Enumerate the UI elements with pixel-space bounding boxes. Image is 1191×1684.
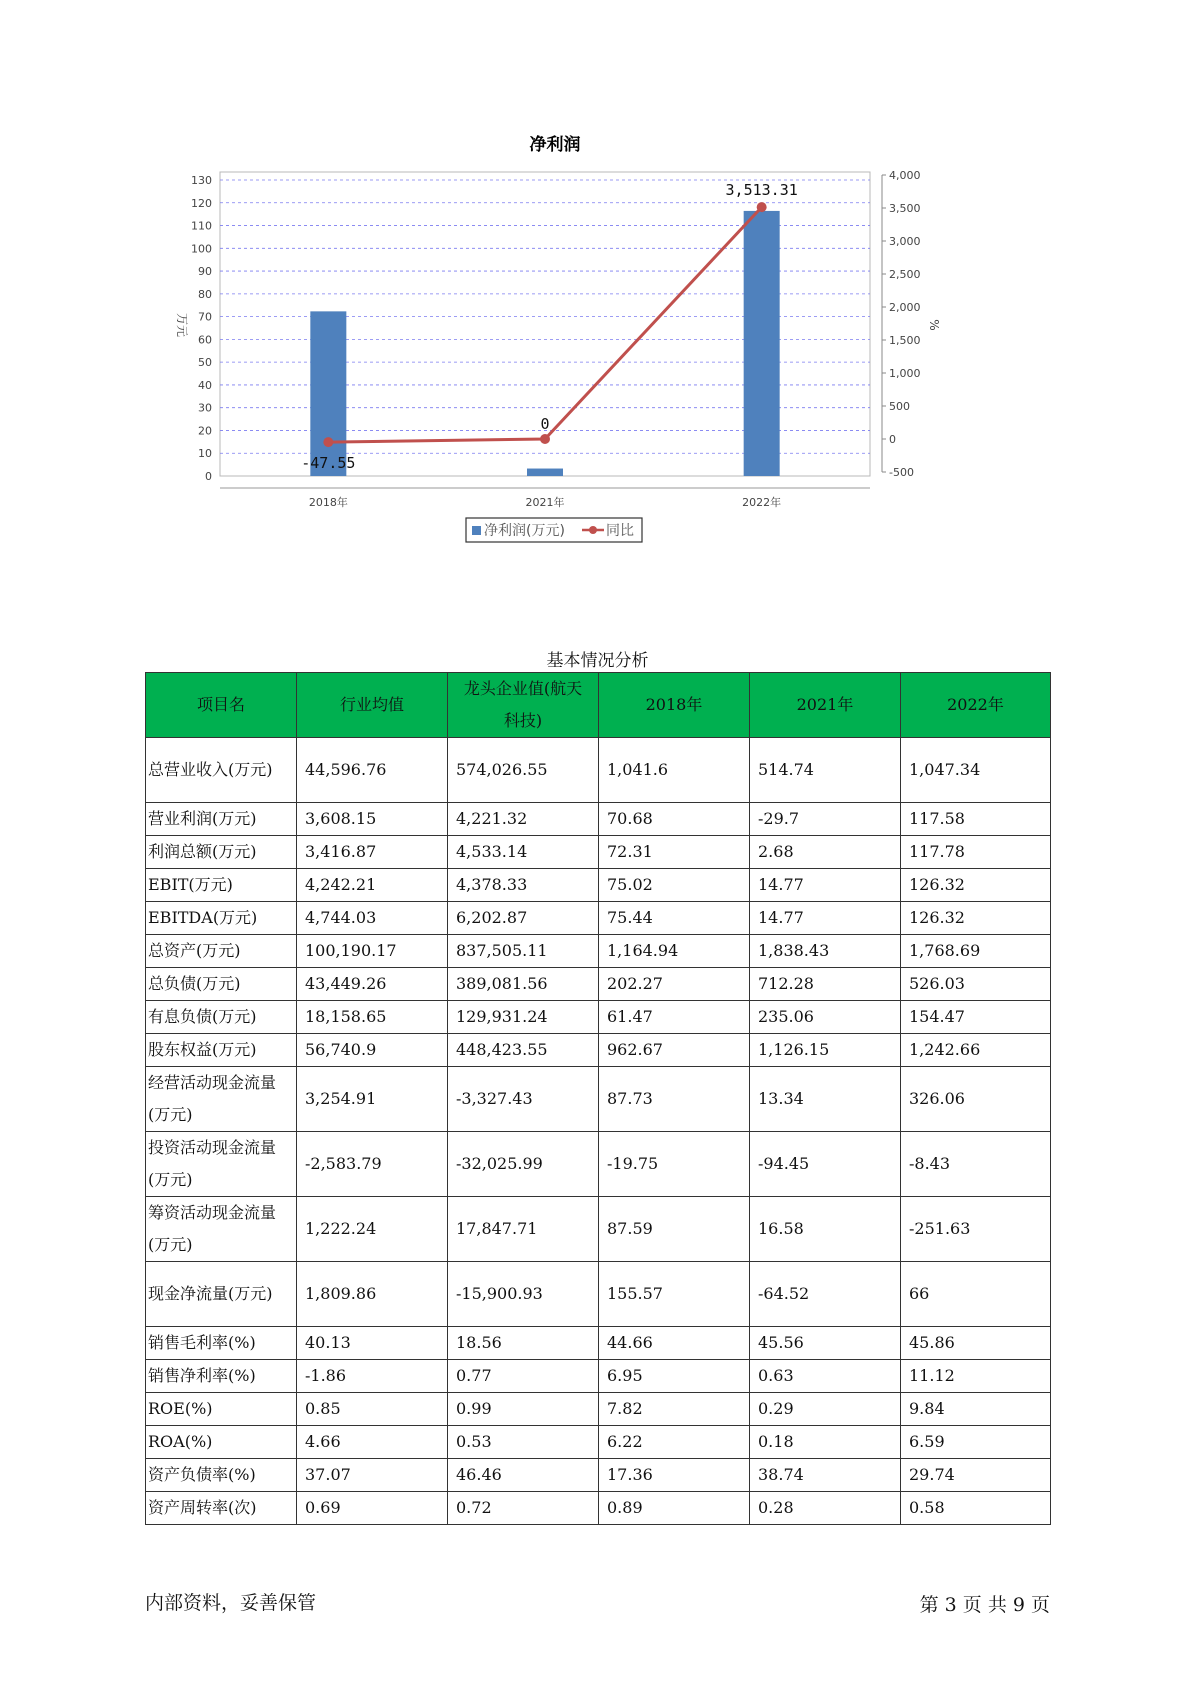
right-tick-label: 2,500 <box>889 268 921 281</box>
value-cell: 100,190.17 <box>297 935 448 968</box>
x-tick-label: 2021年 <box>525 496 565 509</box>
right-tick-label: 1,500 <box>889 334 921 347</box>
header-cell: 2018年 <box>599 673 750 738</box>
value-cell: 4,533.14 <box>448 836 599 869</box>
value-cell: 61.47 <box>599 1001 750 1034</box>
left-tick-label: 50 <box>198 356 212 370</box>
header-cell: 2021年 <box>750 673 901 738</box>
table-row <box>146 1459 1051 1492</box>
yoy-data-label: 3,513.31 <box>725 181 798 200</box>
row-label-cell: ROE(%) <box>146 1393 297 1426</box>
value-cell: 1,047.34 <box>901 738 1051 803</box>
value-cell: 0.18 <box>750 1426 901 1459</box>
value-cell: 448,423.55 <box>448 1034 599 1067</box>
value-cell: 56,740.9 <box>297 1034 448 1067</box>
chart-title: 净利润 <box>529 135 581 155</box>
value-cell: 70.68 <box>599 803 750 836</box>
left-tick-label: 100 <box>191 242 212 256</box>
value-cell: 526.03 <box>901 968 1051 1001</box>
value-cell: 43,449.26 <box>297 968 448 1001</box>
value-cell: 0.53 <box>448 1426 599 1459</box>
legend-label-bar: 净利润(万元) <box>484 523 565 539</box>
table-row <box>146 968 1051 1001</box>
value-cell: -2,583.79 <box>297 1132 448 1197</box>
row-label-cell: 现金净流量(万元) <box>146 1262 297 1327</box>
yoy-point <box>757 202 767 212</box>
row-label-cell: 销售毛利率(%) <box>146 1327 297 1360</box>
chart-canvas <box>170 135 1030 605</box>
row-label-cell: 经营活动现金流量(万元) <box>146 1067 297 1132</box>
yoy-point <box>323 437 333 447</box>
value-cell: 44.66 <box>599 1327 750 1360</box>
x-tick-label: 2018年 <box>308 496 348 509</box>
value-cell: 574,026.55 <box>448 738 599 803</box>
left-tick-label: 130 <box>191 174 212 187</box>
value-cell: 4,744.03 <box>297 902 448 935</box>
table-row <box>146 1197 1051 1262</box>
table-row <box>146 935 1051 968</box>
yoy-data-label: -47.55 <box>301 454 356 473</box>
value-cell: 1,041.6 <box>599 738 750 803</box>
value-cell: 45.86 <box>901 1327 1051 1360</box>
analysis-table <box>145 672 1051 1525</box>
right-tick-label: 4,000 <box>889 169 921 182</box>
table-row <box>146 1132 1051 1197</box>
left-axis-label: 万元 <box>175 312 189 338</box>
table-row <box>146 1034 1051 1067</box>
table-row <box>146 902 1051 935</box>
value-cell: 66 <box>901 1262 1051 1327</box>
value-cell: 40.13 <box>297 1327 448 1360</box>
right-tick-label: 0 <box>889 433 896 446</box>
value-cell: 18.56 <box>448 1327 599 1360</box>
value-cell: 75.02 <box>599 869 750 902</box>
value-cell: 37.07 <box>297 1459 448 1492</box>
value-cell: 14.77 <box>750 869 901 902</box>
value-cell: 87.59 <box>599 1197 750 1262</box>
value-cell: 11.12 <box>901 1360 1051 1393</box>
bar <box>310 311 346 476</box>
table-body <box>146 738 1051 1525</box>
value-cell: 3,608.15 <box>297 803 448 836</box>
value-cell: 87.73 <box>599 1067 750 1132</box>
value-cell: 0.29 <box>750 1393 901 1426</box>
value-cell: 46.46 <box>448 1459 599 1492</box>
right-tick-label: -500 <box>889 466 914 479</box>
left-tick-label: 40 <box>198 378 212 392</box>
value-cell: 1,242.66 <box>901 1034 1051 1067</box>
row-label-cell: 销售净利率(%) <box>146 1360 297 1393</box>
value-cell: 837,505.11 <box>448 935 599 968</box>
row-label-cell: 营业利润(万元) <box>146 803 297 836</box>
value-cell: 0.72 <box>448 1492 599 1525</box>
left-tick-label: 0 <box>205 470 212 483</box>
table-header-row <box>146 673 1051 738</box>
value-cell: 962.67 <box>599 1034 750 1067</box>
value-cell: 3,254.91 <box>297 1067 448 1132</box>
right-tick-label: 3,500 <box>889 202 921 215</box>
value-cell: 14.77 <box>750 902 901 935</box>
left-tick-label: 30 <box>198 401 212 415</box>
value-cell: 1,222.24 <box>297 1197 448 1262</box>
left-tick-label: 20 <box>198 424 212 438</box>
value-cell: 6.22 <box>599 1426 750 1459</box>
yoy-point <box>540 434 550 444</box>
table-row <box>146 738 1051 803</box>
value-cell: 117.58 <box>901 803 1051 836</box>
left-tick-label: 10 <box>198 447 212 461</box>
value-cell: 4,221.32 <box>448 803 599 836</box>
table-row <box>146 836 1051 869</box>
table-row <box>146 1393 1051 1426</box>
row-label-cell: 股东权益(万元) <box>146 1034 297 1067</box>
value-cell: -8.43 <box>901 1132 1051 1197</box>
table-row <box>146 1426 1051 1459</box>
row-label-cell: 总负债(万元) <box>146 968 297 1001</box>
value-cell: 0.99 <box>448 1393 599 1426</box>
value-cell: 235.06 <box>750 1001 901 1034</box>
table-row <box>146 869 1051 902</box>
table-row <box>146 1360 1051 1393</box>
value-cell: 3,416.87 <box>297 836 448 869</box>
right-tick-label: 1,000 <box>889 367 921 380</box>
table-row <box>146 1327 1051 1360</box>
row-label-cell: EBITDA(万元) <box>146 902 297 935</box>
value-cell: 0.69 <box>297 1492 448 1525</box>
value-cell: -29.7 <box>750 803 901 836</box>
legend-swatch-point <box>589 526 597 534</box>
bar <box>744 211 780 476</box>
value-cell: 6.59 <box>901 1426 1051 1459</box>
value-cell: 712.28 <box>750 968 901 1001</box>
value-cell: 1,809.86 <box>297 1262 448 1327</box>
value-cell: 4.66 <box>297 1426 448 1459</box>
yoy-data-label: 0 <box>540 415 550 433</box>
left-tick-label: 120 <box>191 196 212 210</box>
value-cell: 13.34 <box>750 1067 901 1132</box>
value-cell: 44,596.76 <box>297 738 448 803</box>
value-cell: -3,327.43 <box>448 1067 599 1132</box>
value-cell: 129,931.24 <box>448 1001 599 1034</box>
value-cell: 4,242.21 <box>297 869 448 902</box>
value-cell: 17.36 <box>599 1459 750 1492</box>
value-cell: 117.78 <box>901 836 1051 869</box>
value-cell: 126.32 <box>901 869 1051 902</box>
net-profit-chart <box>170 135 1030 605</box>
row-label-cell: 资产周转率(次) <box>146 1492 297 1525</box>
value-cell: 389,081.56 <box>448 968 599 1001</box>
footer-confidential-note: 内部资料，妥善保管 <box>145 1592 317 1614</box>
footer-page-number: 第 3 页 共 9 页 <box>919 1594 1050 1616</box>
row-label-cell: ROA(%) <box>146 1426 297 1459</box>
value-cell: 29.74 <box>901 1459 1051 1492</box>
header-cell: 2022年 <box>901 673 1051 738</box>
value-cell: 4,378.33 <box>448 869 599 902</box>
value-cell: 126.32 <box>901 902 1051 935</box>
header-cell: 项目名 <box>146 673 297 738</box>
value-cell: 45.56 <box>750 1327 901 1360</box>
header-cell: 行业均值 <box>297 673 448 738</box>
value-cell: 16.58 <box>750 1197 901 1262</box>
value-cell: -15,900.93 <box>448 1262 599 1327</box>
value-cell: 72.31 <box>599 836 750 869</box>
value-cell: 514.74 <box>750 738 901 803</box>
value-cell: -1.86 <box>297 1360 448 1393</box>
value-cell: 0.77 <box>448 1360 599 1393</box>
left-tick-label: 60 <box>198 333 212 347</box>
value-cell: 75.44 <box>599 902 750 935</box>
row-label-cell: 利润总额(万元) <box>146 836 297 869</box>
left-tick-label: 90 <box>198 265 212 279</box>
value-cell: 1,126.15 <box>750 1034 901 1067</box>
left-tick-label: 70 <box>198 310 212 324</box>
x-tick-label: 2022年 <box>742 496 782 509</box>
value-cell: 17,847.71 <box>448 1197 599 1262</box>
table-caption: 基本情况分析 <box>546 651 649 671</box>
right-axis-label: % <box>927 319 941 331</box>
left-tick-label: 80 <box>198 287 212 301</box>
value-cell: 6,202.87 <box>448 902 599 935</box>
value-cell: -94.45 <box>750 1132 901 1197</box>
value-cell: 2.68 <box>750 836 901 869</box>
row-label-cell: 有息负债(万元) <box>146 1001 297 1034</box>
row-label-cell: 资产负债率(%) <box>146 1459 297 1492</box>
table-row <box>146 1001 1051 1034</box>
value-cell: -251.63 <box>901 1197 1051 1262</box>
value-cell: 38.74 <box>750 1459 901 1492</box>
value-cell: 154.47 <box>901 1001 1051 1034</box>
value-cell: 0.85 <box>297 1393 448 1426</box>
legend-label-line: 同比 <box>606 523 634 539</box>
value-cell: 1,164.94 <box>599 935 750 968</box>
value-cell: 18,158.65 <box>297 1001 448 1034</box>
value-cell: 202.27 <box>599 968 750 1001</box>
value-cell: 0.63 <box>750 1360 901 1393</box>
right-tick-label: 3,000 <box>889 235 921 248</box>
bar <box>527 469 563 476</box>
value-cell: 1,768.69 <box>901 935 1051 968</box>
value-cell: 0.58 <box>901 1492 1051 1525</box>
value-cell: 9.84 <box>901 1393 1051 1426</box>
table-row <box>146 1067 1051 1132</box>
table-row <box>146 1492 1051 1525</box>
value-cell: 6.95 <box>599 1360 750 1393</box>
value-cell: 1,838.43 <box>750 935 901 968</box>
value-cell: 155.57 <box>599 1262 750 1327</box>
row-label-cell: 总资产(万元) <box>146 935 297 968</box>
right-tick-label: 2,000 <box>889 301 921 314</box>
row-label-cell: 筹资活动现金流量(万元) <box>146 1197 297 1262</box>
row-label-cell: EBIT(万元) <box>146 869 297 902</box>
table-row <box>146 1262 1051 1327</box>
right-tick-label: 500 <box>889 400 910 413</box>
table-row <box>146 803 1051 836</box>
left-tick-label: 110 <box>191 219 212 233</box>
value-cell: 0.28 <box>750 1492 901 1525</box>
value-cell: 326.06 <box>901 1067 1051 1132</box>
row-label-cell: 总营业收入(万元) <box>146 738 297 803</box>
value-cell: -19.75 <box>599 1132 750 1197</box>
value-cell: 7.82 <box>599 1393 750 1426</box>
value-cell: -64.52 <box>750 1262 901 1327</box>
legend-swatch-bar <box>472 526 481 535</box>
value-cell: 0.89 <box>599 1492 750 1525</box>
row-label-cell: 投资活动现金流量(万元) <box>146 1132 297 1197</box>
value-cell: -32,025.99 <box>448 1132 599 1197</box>
header-cell: 龙头企业值(航天科技) <box>448 673 599 738</box>
